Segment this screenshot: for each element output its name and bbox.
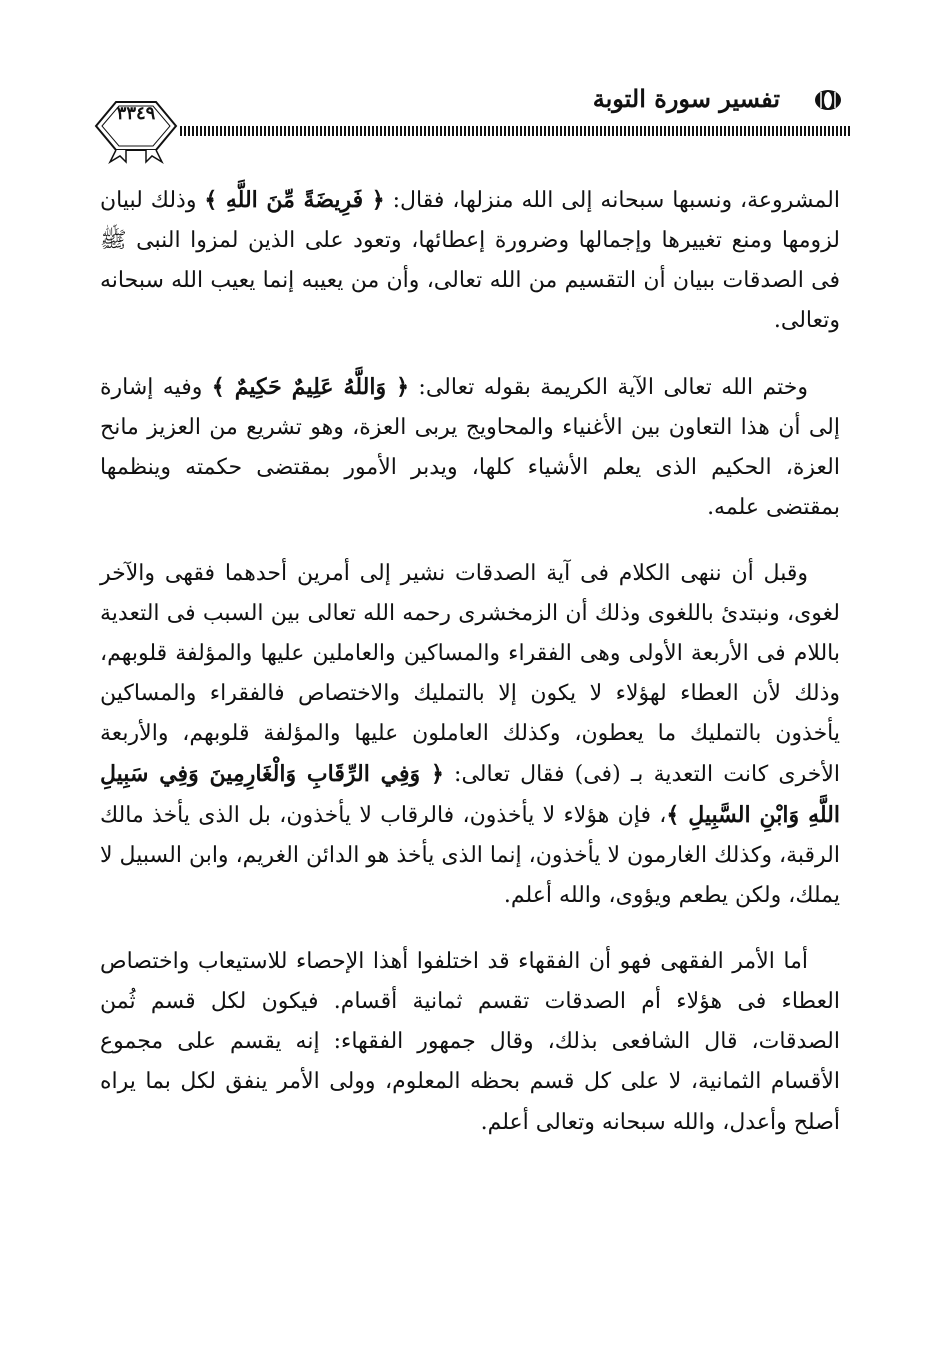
header-rule <box>180 126 850 136</box>
paragraph-text: أما الأمر الفقهى فهو أن الفقهاء قد اختلفوا أهذا الإحصاء للاستيعاب واختصاص العطاء فى هؤلاء أم الصدقات تقسم ثمانية أقسام. فيكون لكل قسم ثُمن الصدقات، قال الشافعى بذلك، وقال جمهور الفقهاء: إنه يقسم على مجموع الأقسام الثمانية، لا على كل قسم بحظه المعلوم، وولى الأمر ينفق لكل بما يراه أصلح وأعدل، والله سبحانه وتعالى أعلم. <box>100 949 840 1135</box>
paragraph-text: وفيه إشارة إلى أن هذا التعاون بين الأغنياء والمحاويج يربى العزة، وهو تشريع من العزيز مانح العزة، الحكيم الذى يعلم الأشياء كلها، ويدبر الأمور بمقتضى حكمته وينظمها بمقتضى علمه. <box>100 375 840 520</box>
paragraph-text: المشروعة، ونسبها سبحانه إلى الله منزلها، فقال: <box>384 188 840 213</box>
paragraph-text: وقبل أن ننهى الكلام فى آية الصدقات نشير إلى أمرين أحدهما فقهى والآخر لغوى، ونبتدئ باللغوى وذلك أن الزمخشرى رحمه الله تعالى بين السبب فى التعدية باللام فى الأربعة الأولى وهى الفقراء والمساكين والعاملين عليها والمؤلفة قلوبهم، وذلك لأن العطاء لهؤلاء لا يكون إلا بالتمليك والاختصاص فالفقراء والمساكين يأخذون بالتمليك ما يعطون، وكذلك العاملون عليها والمؤلفة قلوبهم، والأربعة الأخرى كانت التعدية بـ (فى) فقال تعالى: <box>100 561 840 787</box>
quran-quote: ﴿ وَفِي الرِّقَابِ وَالْغَارِمِينَ وَفِي سَبِيلِ اللَّهِ وَابْنِ السَّبِيلِ ﴾ <box>100 761 840 828</box>
page-header <box>90 78 850 168</box>
paragraph-text: وذلك لبيان لزومها ومنع تغييرها وإجمالها وضرورة إعطائها، وتعود على الذين لمزوا النبى ﷺ فى الصدقات ببيان أن التقسيم من الله تعالى، وأن من يعيبه إنما يعيب الله سبحانه وتعالى. <box>100 188 840 333</box>
paragraph-text: ، فإن هؤلاء لا يأخذون، فالرقاب لا يأخذون، بل الذى يأخذ مالك الرقبة، وكذلك الغارمون لا يأخذون، إنما الذى يأخذ هو الدائن الغريم، وابن السبيل لا يملك، ولكن يطعم ويؤوى، والله أعلم. <box>100 803 840 908</box>
page-number: ٣٣٤٩ <box>116 103 156 124</box>
paragraph <box>100 942 840 1143</box>
quran-quote: ﴿ وَاللَّهُ عَلِيمٌ حَكِيمٌ ﴾ <box>211 374 410 400</box>
quran-quote: ﴿ فَرِيضَةً مِّنَ اللَّهِ ﴾ <box>204 187 385 213</box>
paragraph-text: وختم الله تعالى الآية الكريمة بقوله تعالى: <box>409 375 808 400</box>
flower-ornament-icon <box>812 88 844 112</box>
page-body <box>100 180 840 1169</box>
paragraph <box>100 554 840 916</box>
running-title: تفسير سورة التوبة <box>592 84 780 113</box>
paragraph <box>100 367 840 528</box>
paragraph <box>100 180 840 341</box>
